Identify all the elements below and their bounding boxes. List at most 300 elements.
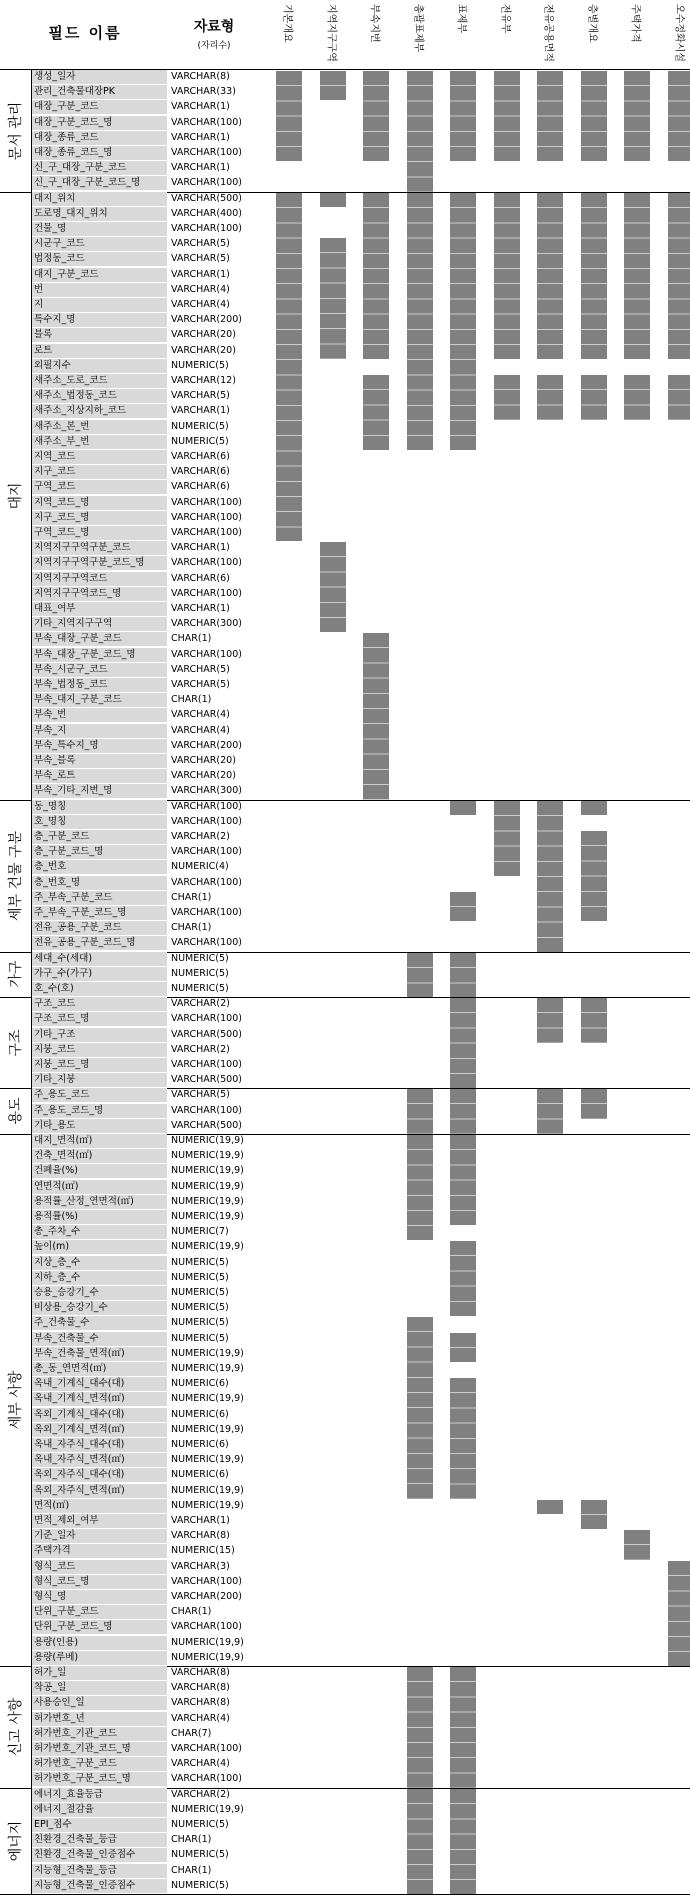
table-row (32, 1651, 257, 1666)
usage-mark (363, 633, 389, 799)
field-name-cell: 지하_층_수 (32, 1271, 167, 1286)
usage-mark (624, 193, 650, 359)
data-type-cell: CHAR(1) (169, 1605, 259, 1620)
field-name-cell: 신_구_대장_구분_코드_명 (32, 176, 167, 191)
category-label-text: 구조 (5, 1029, 25, 1056)
table-row (32, 1316, 257, 1331)
data-type-cell: VARCHAR(300) (169, 617, 259, 632)
table-row (32, 313, 257, 328)
data-type-cell: NUMERIC(19,9) (169, 1195, 259, 1210)
field-name-cell: 총_주차_수 (32, 1225, 167, 1240)
field-name-cell: 허가번호_기관_코드_명 (32, 1742, 167, 1757)
table-row (32, 784, 257, 799)
field-name-cell: 높이(m) (32, 1240, 167, 1255)
field-name-cell: 주_부속_구분_코드_명 (32, 906, 167, 921)
field-name-cell: 허가번호_구분_코드 (32, 1757, 167, 1772)
table-row (32, 708, 257, 723)
data-type-cell: NUMERIC(19,9) (169, 1210, 259, 1225)
data-type-cell: CHAR(1) (169, 1833, 259, 1848)
data-type-cell: NUMERIC(7) (169, 1225, 259, 1240)
usage-mark (450, 1089, 476, 1134)
table-row (32, 496, 257, 511)
data-type-cell: NUMERIC(19,9) (169, 1453, 259, 1468)
table-row (32, 1195, 257, 1210)
table-row (32, 298, 257, 313)
table-row (32, 1484, 257, 1499)
data-type-cell: CHAR(1) (169, 632, 259, 647)
field-name-cell: 기타_지붕 (32, 1073, 167, 1088)
table-row (32, 1256, 257, 1271)
field-name-cell: 번 (32, 283, 167, 298)
table-row (32, 921, 257, 936)
data-type-cell: VARCHAR(100) (169, 1012, 259, 1027)
field-name-cell: 시군구_코드 (32, 237, 167, 252)
data-type-cell: VARCHAR(2) (169, 1788, 259, 1803)
field-name-cell: 친환경_건축물_등급 (32, 1833, 167, 1848)
table-row (32, 1803, 257, 1818)
table-row (32, 252, 257, 267)
field-name-cell: 세대_수(세대) (32, 952, 167, 967)
table-row (32, 85, 257, 100)
usage-mark (494, 375, 520, 420)
field-name-cell: 관리_건축물대장PK (32, 85, 167, 100)
field-name-cell: 옥내_기계식_대수(대) (32, 1377, 167, 1392)
table-row (32, 678, 257, 693)
data-type-cell: VARCHAR(400) (169, 207, 259, 222)
table-row (32, 1180, 257, 1195)
field-name-cell: 옥외_자주식_면적(㎡) (32, 1484, 167, 1499)
table-row (32, 556, 257, 571)
data-type-cell: NUMERIC(19,9) (169, 1164, 259, 1179)
data-type-cell: NUMERIC(5) (169, 1301, 259, 1316)
data-type-cell: NUMERIC(6) (169, 1377, 259, 1392)
field-name-cell: 부속_특수지_명 (32, 739, 167, 754)
data-type-cell: VARCHAR(20) (169, 328, 259, 343)
usage-mark (407, 1317, 433, 1498)
data-type-cell: NUMERIC(6) (169, 1468, 259, 1483)
field-name-cell: 대표_여부 (32, 602, 167, 617)
table-row (32, 906, 257, 921)
data-type-cell: VARCHAR(4) (169, 724, 259, 739)
data-type-cell: VARCHAR(4) (169, 1757, 259, 1772)
table-row (32, 1772, 257, 1787)
table-row (32, 617, 257, 632)
field-name-cell: 지역지구구역코드_명 (32, 587, 167, 602)
table-row (32, 602, 257, 617)
usage-mark (450, 801, 476, 815)
table-row (32, 1271, 257, 1286)
table-row (32, 1438, 257, 1453)
data-type-cell: VARCHAR(100) (169, 906, 259, 921)
field-name-cell: 새주소_도로_코드 (32, 374, 167, 389)
table-row (32, 1119, 257, 1134)
data-type-cell: VARCHAR(1) (169, 161, 259, 176)
column-header-label: 지역지구구역 (325, 4, 340, 62)
table-row (32, 1134, 257, 1149)
data-type-cell: VARCHAR(6) (169, 450, 259, 465)
table-row (32, 480, 257, 495)
field-name-cell: 부속_번 (32, 708, 167, 723)
field-name-cell: 친환경_건축물_인증점수 (32, 1848, 167, 1863)
table-row (32, 587, 257, 602)
usage-mark (668, 375, 690, 420)
data-type-cell: VARCHAR(100) (169, 648, 259, 663)
field-name-cell: 가구_수(가구) (32, 967, 167, 982)
field-name-cell: 대장_구분_코드 (32, 100, 167, 115)
usage-mark (668, 1561, 690, 1666)
usage-mark (581, 1500, 607, 1529)
table-row (32, 420, 257, 435)
data-type-cell: NUMERIC(5) (169, 1818, 259, 1833)
data-type-cell: NUMERIC(19,9) (169, 1484, 259, 1499)
data-type-cell: VARCHAR(1) (169, 268, 259, 283)
usage-mark (407, 1667, 433, 1788)
field-name-cell: 지역_코드 (32, 450, 167, 465)
category-label (0, 997, 30, 1088)
data-type-cell: VARCHAR(100) (169, 556, 259, 571)
data-type-cell: CHAR(1) (169, 891, 259, 906)
field-name-cell: 건물_명 (32, 222, 167, 237)
usage-mark (363, 71, 389, 161)
field-name-cell: 지역지구구역구분_코드_명 (32, 556, 167, 571)
field-name-cell: 지역지구구역코드 (32, 572, 167, 587)
table-row (32, 283, 257, 298)
table-row (32, 116, 257, 131)
field-name-cell: 주_용도_코드 (32, 1088, 167, 1103)
data-type-cell: NUMERIC(5) (169, 1271, 259, 1286)
data-type-cell: VARCHAR(100) (169, 1575, 259, 1590)
table-row (32, 1332, 257, 1347)
usage-mark (581, 831, 607, 921)
usage-mark (450, 892, 476, 921)
table-row (32, 1848, 257, 1863)
usage-mark (450, 1667, 476, 1788)
data-type-cell: NUMERIC(5) (169, 420, 259, 435)
usage-mark (537, 998, 563, 1043)
field-name-cell: 용량(인용) (32, 1636, 167, 1651)
table-row (32, 1636, 257, 1651)
usage-mark (450, 193, 476, 450)
usage-mark (450, 1241, 476, 1316)
usage-mark (624, 1530, 650, 1559)
field-name-cell: 주_부속_구분_코드 (32, 891, 167, 906)
usage-mark (407, 193, 433, 450)
usage-mark (494, 193, 520, 359)
data-type-cell: CHAR(7) (169, 1727, 259, 1742)
table-row (32, 359, 257, 374)
field-name-cell: 층_번호 (32, 860, 167, 875)
data-type-cell: VARCHAR(4) (169, 708, 259, 723)
table-row (32, 1225, 257, 1240)
usage-mark (668, 193, 690, 359)
table-row (32, 1681, 257, 1696)
field-name-cell: 허가번호_구분_코드_명 (32, 1772, 167, 1787)
field-name-cell: 부속_기타_지번_명 (32, 784, 167, 799)
table-row (32, 1499, 257, 1514)
category-label (0, 1788, 30, 1894)
column-header (316, 4, 350, 68)
field-name-cell: 호_명칭 (32, 815, 167, 830)
data-type-cell: NUMERIC(5) (169, 435, 259, 450)
data-type-cell: VARCHAR(20) (169, 344, 259, 359)
field-name-cell: 블록 (32, 328, 167, 343)
column-header (490, 4, 524, 68)
field-name-cell: 특수지_명 (32, 313, 167, 328)
table-row (32, 222, 257, 237)
usage-mark (581, 998, 607, 1043)
field-name-cell: 부속_건축물_면적(㎡) (32, 1347, 167, 1362)
column-header-label: 전유부 (499, 4, 514, 33)
field-name-cell: 부속_대장_구분_코드 (32, 632, 167, 647)
table-row (32, 1392, 257, 1407)
field-name-cell: 새주소_지상지하_코드 (32, 404, 167, 419)
table-row (32, 404, 257, 419)
field-name-cell: 대장_구분_코드_명 (32, 116, 167, 131)
table-row (32, 465, 257, 480)
table-row (32, 1468, 257, 1483)
table-row (32, 1590, 257, 1605)
field-name-cell: 전유_공용_구분_코드_명 (32, 936, 167, 951)
table-row (32, 876, 257, 891)
usage-mark (668, 71, 690, 161)
field-name-cell: 층_구분_코드 (32, 830, 167, 845)
data-type-cell: VARCHAR(4) (169, 298, 259, 313)
table-row (32, 1301, 257, 1316)
field-name-cell: 옥내_자주식_면적(㎡) (32, 1453, 167, 1468)
usage-mark (320, 542, 346, 632)
field-name-cell: 허가번호_년 (32, 1712, 167, 1727)
data-type-cell: NUMERIC(15) (169, 1544, 259, 1559)
table-row (32, 1347, 257, 1362)
data-type-cell: VARCHAR(100) (169, 146, 259, 161)
field-name-cell: 새주소_법정동_코드 (32, 389, 167, 404)
usage-mark (450, 1789, 476, 1894)
usage-mark (581, 801, 607, 815)
table-row (32, 328, 257, 343)
field-name-cell: 지역지구구역구분_코드 (32, 541, 167, 556)
table-row (32, 541, 257, 556)
data-type-cell: VARCHAR(1) (169, 404, 259, 419)
data-type-cell: VARCHAR(100) (169, 496, 259, 511)
field-name-cell: 주_건축물_수 (32, 1316, 167, 1331)
data-type-cell: VARCHAR(2) (169, 997, 259, 1012)
table-row (32, 724, 257, 739)
table-row (32, 1727, 257, 1742)
data-type-cell: VARCHAR(8) (169, 1529, 259, 1544)
usage-mark (537, 1089, 563, 1134)
category-divider (31, 69, 32, 1894)
data-type-cell: NUMERIC(4) (169, 860, 259, 875)
data-type-cell: VARCHAR(8) (169, 1681, 259, 1696)
category-label-text: 대지 (5, 482, 25, 509)
data-type-cell: VARCHAR(8) (169, 1696, 259, 1711)
data-type-cell: NUMERIC(19,9) (169, 1392, 259, 1407)
table-row (32, 176, 257, 191)
field-name-cell: 비상용_승강기_수 (32, 1301, 167, 1316)
data-type-cell: VARCHAR(100) (169, 876, 259, 891)
field-name-cell: 에너지_절감율 (32, 1803, 167, 1818)
table-row (32, 1058, 257, 1073)
data-type-cell: NUMERIC(19,9) (169, 1180, 259, 1195)
table-row (32, 1149, 257, 1164)
category-label (0, 192, 30, 800)
usage-mark (450, 71, 476, 161)
table-row (32, 967, 257, 982)
data-type-cell: NUMERIC(19,9) (169, 1651, 259, 1666)
table-row (32, 1742, 257, 1757)
table-row (32, 1833, 257, 1848)
data-type-cell: VARCHAR(5) (169, 252, 259, 267)
usage-mark (494, 71, 520, 161)
table-row (32, 1073, 257, 1088)
table-row (32, 237, 257, 252)
field-name-cell: 지 (32, 298, 167, 313)
data-type-cell: VARCHAR(1) (169, 1514, 259, 1529)
column-header (446, 4, 480, 68)
data-type-cell: NUMERIC(5) (169, 967, 259, 982)
data-type-cell: NUMERIC(19,9) (169, 1362, 259, 1377)
usage-mark (581, 1089, 607, 1118)
data-type-cell: VARCHAR(5) (169, 389, 259, 404)
field-name-cell: 새주소_본_번 (32, 420, 167, 435)
table-row (32, 830, 257, 845)
category-label (0, 70, 30, 192)
data-type-cell: NUMERIC(5) (169, 1332, 259, 1347)
field-name-header: 필드 이름 (0, 22, 170, 43)
field-name-cell: 부속_건축물_수 (32, 1332, 167, 1347)
table-row (32, 450, 257, 465)
field-name-cell: 층_구분_코드_명 (32, 845, 167, 860)
data-type-cell: VARCHAR(1) (169, 131, 259, 146)
usage-mark (494, 801, 520, 876)
category-label (0, 1666, 30, 1788)
data-type-cell: VARCHAR(100) (169, 800, 259, 815)
data-type-cell: VARCHAR(100) (169, 526, 259, 541)
field-name-cell: 건폐율(%) (32, 1164, 167, 1179)
data-type-cell: VARCHAR(20) (169, 769, 259, 784)
field-name-cell: 지역_코드_명 (32, 496, 167, 511)
table-row (32, 1514, 257, 1529)
data-type-cell: VARCHAR(100) (169, 511, 259, 526)
usage-mark (537, 71, 563, 161)
field-name-cell: 구조_코드 (32, 997, 167, 1012)
field-name-cell: 부속_시군구_코드 (32, 663, 167, 678)
table-row (32, 100, 257, 115)
column-header-label: 오수정화시설 (673, 4, 688, 62)
field-name-cell: 연면적(㎡) (32, 1180, 167, 1195)
field-name-cell: 부속_대지_구분_코드 (32, 693, 167, 708)
table-row (32, 1757, 257, 1772)
category-label (0, 800, 30, 952)
usage-mark (537, 1500, 563, 1514)
data-type-cell: CHAR(1) (169, 693, 259, 708)
table-row (32, 1696, 257, 1711)
data-type-cell: VARCHAR(6) (169, 572, 259, 587)
usage-mark (320, 193, 346, 207)
data-type-cell: VARCHAR(500) (169, 1119, 259, 1134)
table-row (32, 1712, 257, 1727)
table-row (32, 815, 257, 830)
table-row (32, 389, 257, 404)
table-row (32, 1240, 257, 1255)
table-row (32, 648, 257, 663)
usage-mark (407, 71, 433, 192)
table-row (32, 1088, 257, 1103)
data-type-cell: VARCHAR(500) (169, 192, 259, 207)
usage-mark (407, 1089, 433, 1134)
data-type-cell: NUMERIC(5) (169, 952, 259, 967)
usage-mark (407, 1789, 433, 1894)
field-name-cell: 용적률_산정_연면적(㎡) (32, 1195, 167, 1210)
data-type-cell: NUMERIC(5) (169, 1879, 259, 1894)
field-name-cell: 단위_구분_코드_명 (32, 1620, 167, 1635)
table-row (32, 374, 257, 389)
table-row (32, 192, 257, 207)
category-label (0, 1088, 30, 1134)
data-type-cell: NUMERIC(19,9) (169, 1423, 259, 1438)
field-name-cell: 법정동_코드 (32, 252, 167, 267)
field-name-cell: 부속_법정동_코드 (32, 678, 167, 693)
table-row (32, 435, 257, 450)
table-row (32, 997, 257, 1012)
field-name-cell: 기타_용도 (32, 1119, 167, 1134)
field-name-cell: 층_번호_명 (32, 876, 167, 891)
usage-mark (624, 375, 650, 420)
table-row (32, 936, 257, 951)
table-row (32, 769, 257, 784)
field-name-cell: 호_수(호) (32, 982, 167, 997)
usage-mark (407, 1135, 433, 1240)
data-type-cell: VARCHAR(200) (169, 1590, 259, 1605)
data-type-cell: VARCHAR(2) (169, 1043, 259, 1058)
field-name-cell: 형식_코드_명 (32, 1575, 167, 1590)
field-name-cell: 형식_명 (32, 1590, 167, 1605)
field-name-cell: 총_동_연면적(㎡) (32, 1362, 167, 1377)
data-type-cell: NUMERIC(5) (169, 359, 259, 374)
usage-mark (537, 375, 563, 420)
field-name-cell: 착공_일 (32, 1681, 167, 1696)
data-type-cell: NUMERIC(5) (169, 1316, 259, 1331)
data-type-cell: VARCHAR(200) (169, 739, 259, 754)
table-row (32, 891, 257, 906)
category-label-text: 에너지 (5, 1820, 25, 1861)
table-row (32, 739, 257, 754)
field-name-cell: 기준_일자 (32, 1529, 167, 1544)
data-type-cell: VARCHAR(100) (169, 936, 259, 951)
data-type-cell: NUMERIC(5) (169, 1286, 259, 1301)
column-header (577, 4, 611, 68)
table-row (32, 344, 257, 359)
column-header (533, 4, 567, 68)
data-type-cell: VARCHAR(6) (169, 465, 259, 480)
column-header (359, 4, 393, 68)
category-label-text: 세부 사항 (5, 1371, 25, 1430)
table-row (32, 1362, 257, 1377)
field-name-cell: 건축_면적(㎡) (32, 1149, 167, 1164)
table-row (32, 207, 257, 222)
field-name-cell: 구역_코드_명 (32, 526, 167, 541)
field-name-cell: 대지_위치 (32, 192, 167, 207)
table-row (32, 1028, 257, 1043)
field-name-cell: 대지_구분_코드 (32, 268, 167, 283)
table-row (32, 1377, 257, 1392)
field-name-cell: 기타_지역지구구역 (32, 617, 167, 632)
usage-mark (276, 193, 302, 542)
field-name-cell: 부속_블록 (32, 754, 167, 769)
field-name-cell: 옥외_자주식_대수(대) (32, 1468, 167, 1483)
field-name-cell: 지능형_건축물_등급 (32, 1864, 167, 1879)
table-row (32, 1864, 257, 1879)
